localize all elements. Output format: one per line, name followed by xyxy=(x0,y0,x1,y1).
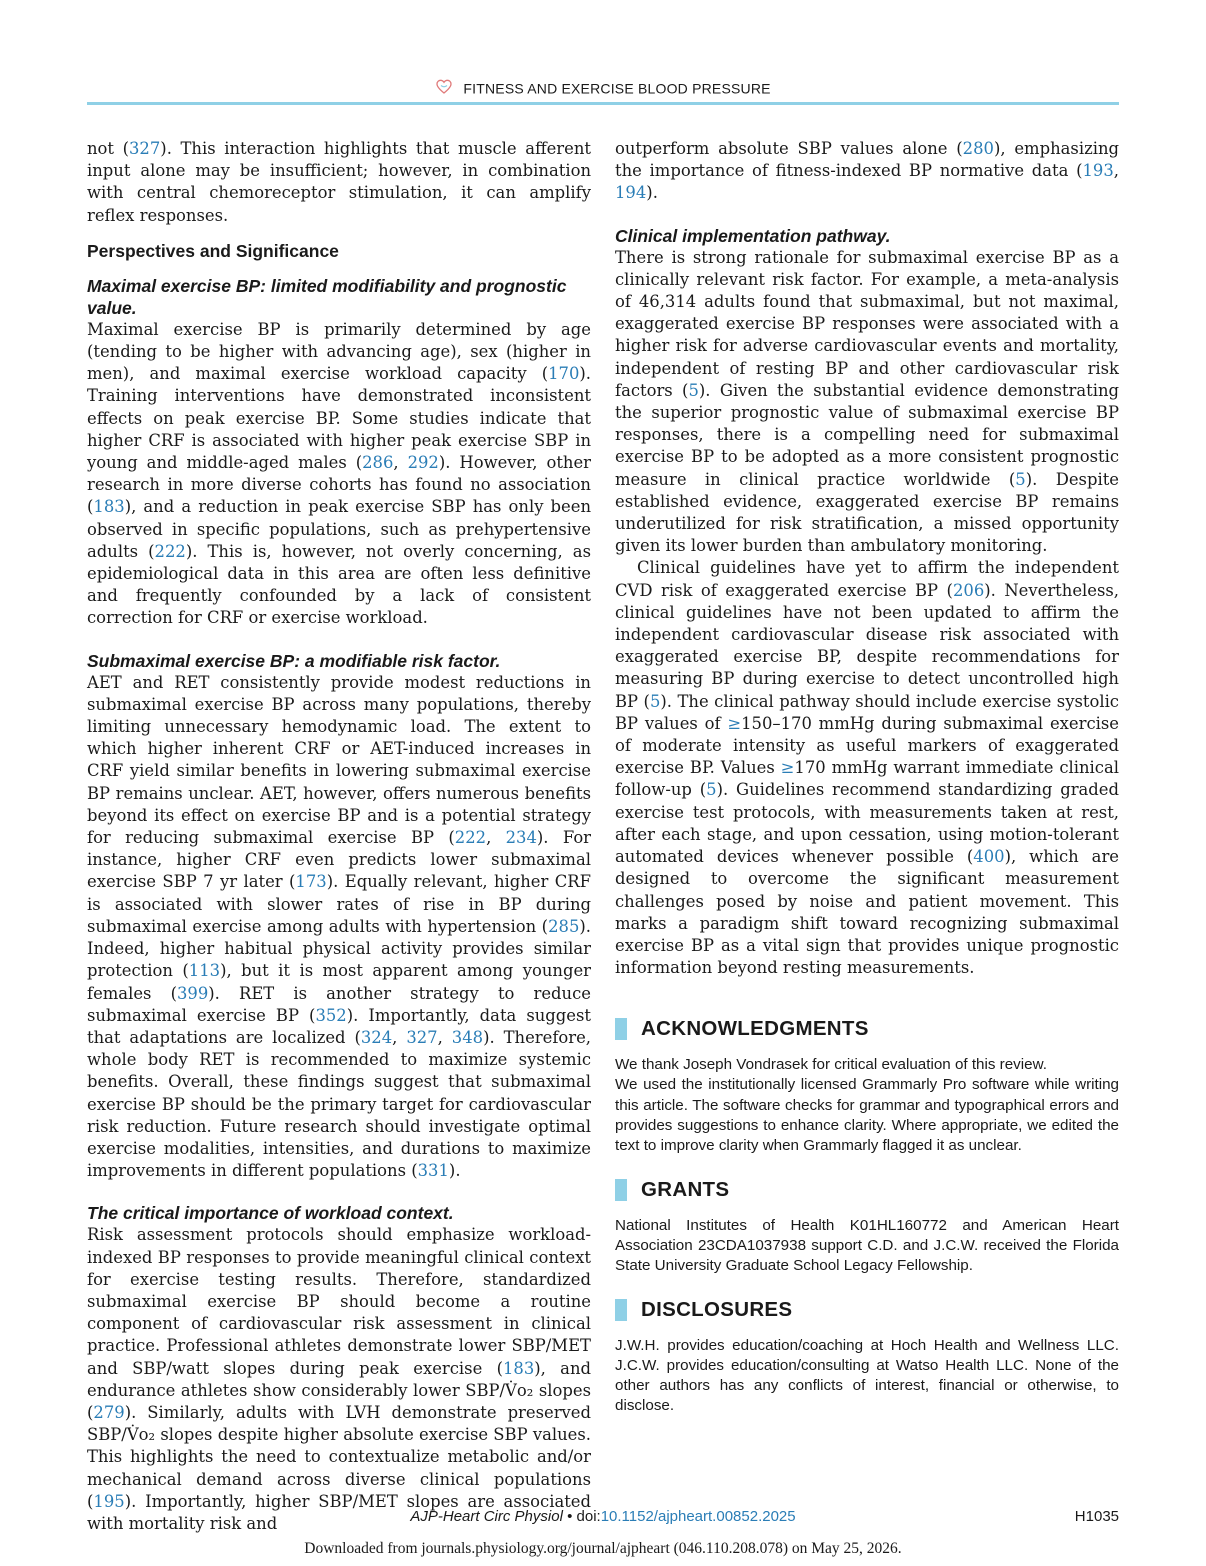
acknowledgment-text: We thank Joseph Vondrasek for critical evaluation of this review. xyxy=(615,1056,1047,1074)
citation-link[interactable]: 285 xyxy=(548,916,580,936)
page-footer xyxy=(87,1508,1119,1528)
citation-link[interactable]: 327 xyxy=(406,1027,438,1047)
subsection-heading: Maximal exercise BP: limited modifiability and prognostic value. xyxy=(87,275,567,318)
right-column xyxy=(615,138,1119,1416)
citation-link[interactable]: 5 xyxy=(706,780,717,800)
citation-link[interactable]: 331 xyxy=(417,1161,449,1181)
section-bar xyxy=(615,1179,627,1201)
citation-link[interactable]: 292 xyxy=(407,453,439,473)
subsection-heading: Clinical implementation pathway. xyxy=(615,225,891,246)
citation-link[interactable]: 5 xyxy=(688,380,699,400)
citation-link[interactable]: 280 xyxy=(962,139,994,158)
citation-link[interactable]: 222 xyxy=(154,541,186,561)
doi-link[interactable]: 10.1152/ajpheart.00852.2025 xyxy=(600,1508,796,1525)
disclosures-heading: DISCLOSURES xyxy=(615,1298,1119,1322)
paragraph: Clinical guidelines have yet to affirm the independent CVD risk of exaggerated exercise BP (206). Nevertheless, clinical guidelines have not been updated to affirm the independent cardiovascular disease risk associated with exaggerated exercise BP, despite recommendations for measuring BP during exercise to detect uncontrolled high BP (5). The clinical pathway should include exercise systolic BP values of ≥150–170 mmHg during submaximal exercise of moderate intensity as useful markers of exaggerated exercise BP. Values ≥170 mmHg warrant immediate clinical follow-up (5). Guidelines recommend standardizing graded exercise test protocols, with measurements taken at rest, after each stage, and upon cessation, using motion-tolerant automated devices whenever possible (400), which are designed to overcome the significant measurement challenges posed by noise and patient movement. This marks a paradigm shift toward recognizing submaximal exercise BP as a vital sign that provides unique prognostic information beyond resting measurements. xyxy=(615,558,1119,978)
citation-link[interactable]: ≥ xyxy=(780,758,795,778)
citation-link[interactable]: 234 xyxy=(505,828,537,848)
paragraph: AET and RET consistently provide modest reductions in submaximal exercise BP across many populations, thereby limiting unnecessary hemodynamic load. The extent to which higher inherent CRF or AET-induced increases in CRF yield similar benefits in lowering submaximal exercise BP remains unclear. AET, however, offers numerous benefits beyond its effect on exercise BP and is a potential strategy for reducing submaximal exercise BP (222, 234). For instance, higher CRF even predicts lower submaximal exercise SBP 7 yr later (173). Equally relevant, higher CRF is associated with slower rates of rise in BP during submaximal exercise among adults with hypertension (285). Indeed, higher habitual physical activity provides similar protection (113), but it is most apparent among younger females (399). RET is another strategy to reduce submaximal exercise BP (352). Importantly, data suggest that adaptations are localized (324, 327, 348). Therefore, whole body RET is recommended to maximize systemic benefits. Overall, these findings suggest that submaximal exercise BP should be the primary target for cardiovascular risk reduction. Future research should investigate optimal exercise modalities, intensities, and durations to maximize improvements in different populations (331). xyxy=(87,672,592,1181)
section-heading: Perspectives and Significance xyxy=(87,240,339,261)
acknowledgments-heading: ACKNOWLEDGMENTS xyxy=(615,1017,1119,1041)
running-header xyxy=(87,78,1119,104)
section-bar xyxy=(615,1018,627,1040)
citation-link[interactable]: ≥ xyxy=(727,713,742,733)
header-title: FITNESS AND EXERCISE BLOOD PRESSURE xyxy=(463,80,771,97)
disclosures-text: J.W.H. provides education/coaching at Hoch Health and Wellness LLC. J.C.W. provides education/consulting at Watso Health LLC. None of the other authors has any conflicts of interest, financial or otherwise, to disclose. xyxy=(615,1337,1119,1415)
heart-outline-icon xyxy=(435,78,453,99)
footer-separator: • doi: xyxy=(562,1508,601,1525)
page-number: H1035 xyxy=(1074,1508,1119,1525)
citation-link[interactable]: 400 xyxy=(973,847,1005,867)
grants-text: National Institutes of Health K01HL160772 and American Heart Association 23CDA1037938 support C.D. and J.C.W. received the Florida State University Graduate School Legacy Fellowship. xyxy=(615,1216,1119,1274)
grants-heading: GRANTS xyxy=(615,1178,1119,1202)
citation-link[interactable]: 183 xyxy=(93,497,125,517)
download-notice: Downloaded from journals.physiology.org/journal/ajpheart (046.110.208.078) on May 25, 2026. xyxy=(304,1540,902,1557)
citation-link[interactable]: 279 xyxy=(93,1402,125,1422)
citation-link[interactable]: 5 xyxy=(1015,469,1026,489)
citation-link[interactable]: 183 xyxy=(502,1358,535,1378)
citation-link[interactable]: 399 xyxy=(176,983,209,1003)
citation-link[interactable]: 206 xyxy=(952,580,985,600)
citation-link[interactable]: 5 xyxy=(649,691,661,711)
citation-link[interactable]: 327 xyxy=(129,139,161,158)
paragraph: not (327). This interaction highlights that muscle afferent input alone may be insufficient; however, in combination with central chemoreceptor stimulation, it can amplify reflex responses. xyxy=(87,139,591,225)
citation-link[interactable]: 324 xyxy=(360,1027,393,1047)
paragraph: There is strong rationale for submaximal exercise BP as a clinically relevant risk factor. For example, a meta-analysis of 46,314 adults found that submaximal, but not maximal, exaggerated exercise BP responses were associated with a higher risk for adverse cardiovascular events and mortality, independent of resting BP and other cardiovascular risk factors (5). Given the substantial evidence demonstrating the superior prognostic value of submaximal exercise BP responses, there is a compelling need for submaximal exercise BP to be adopted as a more consistent prognostic measure in clinical practice worldwide (5). Despite established evidence, exaggerated exercise BP remains underutilized for risk stratification, a missed opportunity given its lower burden than ambulatory monitoring. xyxy=(615,247,1120,556)
citation-link[interactable]: 193 xyxy=(1082,161,1114,181)
citation-link[interactable]: 348 xyxy=(451,1027,484,1047)
citation-link[interactable]: 173 xyxy=(295,872,327,892)
paragraph: Maximal exercise BP is primarily determined by age (tending to be higher with advancing age), sex (higher in men), and maximal exercise workload capacity (170). Training interventions have demonstrated inconsistent effects on peak exercise BP. Some studies indicate that higher CRF is associated with higher peak exercise SBP in young and middle-aged males (286, 292). However, other research in more diverse cohorts has found no association (183), and a reduction in peak exercise SBP has only been observed in specific populations, such as prehypertensive adults (222). This is, however, not overly concerning, as epidemiological data in this area are often less definitive and frequently confounded by a lack of consistent correction for CRF or exercise workload. xyxy=(87,319,591,628)
header-rule xyxy=(87,102,1119,105)
journal-name: AJP-Heart Circ Physiol xyxy=(410,1508,563,1525)
acknowledgment-text: We used the institutionally licensed Grammarly Pro software while writing this article. The software checks for grammar and typographical errors and provides suggestions to enhance clarity. Where appropriate, we edited the text to improve clarity when Grammarly flagged it as unclear. xyxy=(615,1076,1119,1154)
subsection-heading: Submaximal exercise BP: a modifiable risk factor. xyxy=(87,650,501,671)
left-column xyxy=(87,138,591,1535)
citation-link[interactable]: 286 xyxy=(362,453,394,473)
citation-link[interactable]: 113 xyxy=(188,961,221,981)
citation-link[interactable]: 170 xyxy=(548,364,580,384)
paragraph: outperform absolute SBP values alone (280), emphasizing the importance of fitness-indexed BP normative data (193, 194). xyxy=(615,139,1119,203)
citation-link[interactable]: 352 xyxy=(315,1005,347,1025)
paragraph: Risk assessment protocols should emphasize workload-indexed BP responses to provide meaningful clinical context for exercise testing results. Therefore, standardized submaximal exercise BP should become a routine component of cardiovascular risk assessment in clinical practice. Professional athletes demonstrate lower SBP/MET and SBP/watt slopes during peak exercise (183), and endurance athletes show considerably lower SBP/V̇o₂ slopes (279). Similarly, adults with LVH demonstrate preserved SBP/V̇o₂ slopes despite higher absolute exercise SBP values. This highlights the need to contextualize metabolic and/or mechanical demand across diverse clinical populations (195). Importantly, higher SBP/MET slopes are associated with mortality risk and xyxy=(87,1225,591,1533)
citation-link[interactable]: 195 xyxy=(93,1491,125,1511)
citation-link[interactable]: 194 xyxy=(615,183,647,203)
section-bar xyxy=(615,1299,627,1321)
citation-link[interactable]: 222 xyxy=(454,828,487,848)
footer-citation xyxy=(87,1508,1119,1525)
subsection-heading: The critical importance of workload context. xyxy=(87,1203,454,1224)
